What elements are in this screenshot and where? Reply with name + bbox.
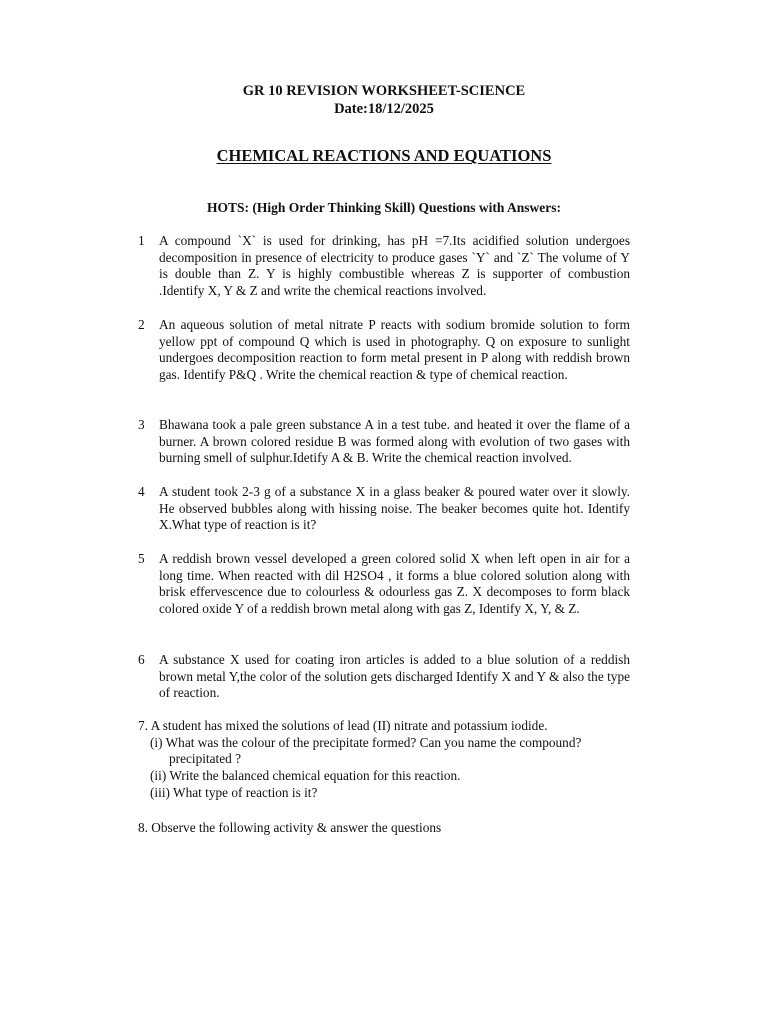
- chapter-title: CHEMICAL REACTIONS AND EQUATIONS: [216, 146, 552, 165]
- question-6: [138, 652, 630, 702]
- question-7-part-iii: (iii) What type of reaction is it?: [150, 784, 318, 800]
- question-7-part-i-continued: precipitated ?: [169, 751, 241, 767]
- question-number: 4: [138, 484, 145, 499]
- question-number: 3: [138, 417, 145, 432]
- question-4: [138, 484, 630, 534]
- question-number: 2: [138, 317, 145, 332]
- question-7-text: 7. A student has mixed the solutions of lead (II) nitrate and potassium iodide.: [138, 718, 548, 733]
- worksheet-title: GR 10 REVISION WORKSHEET-SCIENCE: [242, 83, 526, 99]
- question-7-part-ii: (ii) Write the balanced chemical equation for this reaction.: [150, 768, 461, 784]
- question-7-part-i: (i) What was the colour of the precipitate formed? Can you name the compound?: [150, 734, 582, 750]
- question-8-text: 8. Observe the following activity & answer the questions: [138, 820, 442, 835]
- question-text: A substance X used for coating iron articles is added to a blue solution of a reddish brown metal Y,the color of the solution gets discharged Identify X and Y & also the type of reaction.: [159, 652, 630, 701]
- question-text: A student took 2-3 g of a substance X in a glass beaker & poured water over it slowly. He observed bubbles along with hissing noise. The beaker becomes quite hot. Identify X.What type of reaction is it?: [159, 484, 630, 533]
- section-subheading: HOTS: (High Order Thinking Skill) Questions with Answers:: [207, 200, 561, 215]
- question-text: An aqueous solution of metal nitrate P reacts with sodium bromide solution to form yellow ppt of compound Q which is used in photography. Q on exposure to sunlight undergoes decomposition reaction to form metal present in P along with reddish brown gas. Identify P&Q . Write the chemical reaction & type of chemical reaction.: [159, 317, 630, 383]
- question-text: A compound `X` is used for drinking, has pH =7.Its acidified solution undergoes decomposition in presence of electricity to produce gases `Y` and `Z` The volume of Y is double than Z. Y is highly combustible whereas Z is supporter of combustion .Identify X, Y & Z and write the chemical reactions involved.: [159, 233, 630, 299]
- question-number: 1: [138, 233, 145, 248]
- question-text: A reddish brown vessel developed a green colored solid X when left open in air for a long time. When reacted with dil H2SO4 , it forms a blue colored solution along with brisk effervescence due to colourless & odourless gas Z. X decomposes to form black colored oxide Y of a reddish brown metal along with gas Z, Identify X, Y, & Z.: [159, 551, 630, 617]
- worksheet-date: Date:18/12/2025: [334, 101, 434, 117]
- question-number: 6: [138, 652, 145, 667]
- question-1: [138, 233, 630, 300]
- question-7: [138, 718, 638, 802]
- question-2: [138, 317, 630, 384]
- question-3: [138, 417, 630, 467]
- question-5: [138, 551, 630, 618]
- question-text: Bhawana took a pale green substance A in a test tube. and heated it over the flame of a burner. A brown colored residue B was formed along with evolution of two gases with burning smell of sulphur.Idetify A & B. Write the chemical reaction involved.: [159, 417, 630, 466]
- question-number: 5: [138, 551, 145, 566]
- question-8: [138, 820, 638, 837]
